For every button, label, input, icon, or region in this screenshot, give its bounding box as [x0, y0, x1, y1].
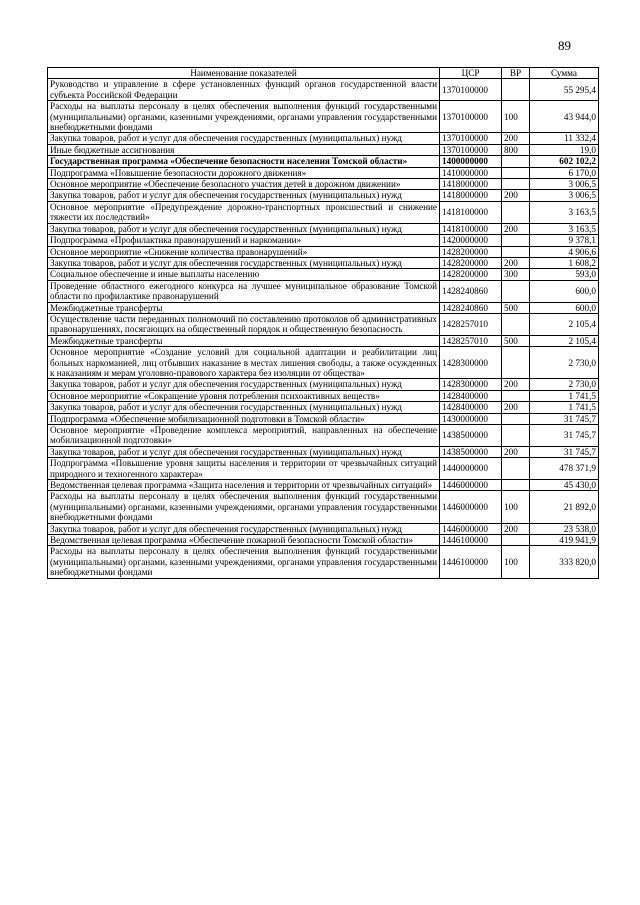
cell-name: Ведомственная целевая программа «Обеспечение пожарной безопасности Томской области» — [48, 535, 440, 546]
cell-sum: 4 906,6 — [530, 246, 599, 257]
cell-csr: 1446100000 — [440, 546, 502, 578]
table-row — [48, 535, 599, 546]
cell-sum: 1 741,5 — [530, 390, 599, 401]
cell-vr: 100 — [502, 546, 530, 578]
cell-sum: 1 608,2 — [530, 257, 599, 268]
table-row — [48, 458, 599, 480]
cell-vr: 200 — [502, 402, 530, 413]
cell-vr — [502, 390, 530, 401]
cell-name: Межбюджетные трансферты — [48, 335, 440, 346]
cell-name: Закупка товаров, работ и услуг для обеспечения государственных (муниципальных) нужд — [48, 402, 440, 413]
cell-vr: 100 — [502, 101, 530, 133]
cell-vr: 300 — [502, 269, 530, 280]
cell-name: Основное мероприятие «Предупреждение дорожно-транспортных происшествий и снижение тяжести их последствий» — [48, 201, 440, 223]
cell-csr: 1446000000 — [440, 491, 502, 523]
table-row — [48, 491, 599, 523]
cell-name: Закупка товаров, работ и услуг для обеспечения государственных (муниципальных) нужд — [48, 133, 440, 144]
table-row — [48, 167, 599, 178]
cell-name: Руководство и управление в сфере установленных функций органов государственной власти субъекта Российской Федерации — [48, 79, 440, 101]
cell-name: Закупка товаров, работ и услуг для обеспечения государственных (муниципальных) нужд — [48, 223, 440, 234]
table-row — [48, 347, 599, 379]
cell-sum: 1 741,5 — [530, 402, 599, 413]
cell-sum: 419 941,9 — [530, 535, 599, 546]
cell-csr: 1428300000 — [440, 379, 502, 390]
cell-vr: 200 — [502, 257, 530, 268]
table-row — [48, 446, 599, 457]
table-row — [48, 156, 599, 167]
table-row — [48, 480, 599, 491]
budget-table — [47, 67, 599, 579]
cell-vr: 200 — [502, 379, 530, 390]
cell-name: Межбюджетные трансферты — [48, 302, 440, 313]
cell-vr — [502, 167, 530, 178]
cell-name: Осуществление части переданных полномочий по составлению протоколов об административных правонарушениях, посягающих на общественный порядок и общественную безопасность — [48, 313, 440, 335]
cell-vr: 500 — [502, 302, 530, 313]
cell-csr: 1418100000 — [440, 223, 502, 234]
cell-sum: 43 944,0 — [530, 101, 599, 133]
cell-csr: 1428200000 — [440, 269, 502, 280]
cell-name: Расходы на выплаты персоналу в целях обеспечения выполнения функций государственными (муниципальными) органами, казенными учреждениями, органами управления государственными внебюджетными фондами — [48, 546, 440, 578]
cell-vr: 800 — [502, 144, 530, 155]
cell-vr — [502, 413, 530, 424]
table-row — [48, 144, 599, 155]
cell-sum: 55 295,4 — [530, 79, 599, 101]
cell-vr — [502, 480, 530, 491]
table-row — [48, 101, 599, 133]
table-row — [48, 523, 599, 534]
cell-sum: 3 006,5 — [530, 190, 599, 201]
cell-csr: 1370100000 — [440, 79, 502, 101]
cell-vr — [502, 246, 530, 257]
cell-sum: 11 332,4 — [530, 133, 599, 144]
cell-sum: 333 820,0 — [530, 546, 599, 578]
cell-csr: 1428200000 — [440, 257, 502, 268]
cell-vr — [502, 156, 530, 167]
table-row — [48, 235, 599, 246]
cell-sum: 3 163,5 — [530, 223, 599, 234]
cell-vr — [502, 347, 530, 379]
cell-csr: 1428300000 — [440, 347, 502, 379]
cell-csr: 1420000000 — [440, 235, 502, 246]
table-row — [48, 269, 599, 280]
table-body — [48, 79, 599, 578]
cell-name: Социальное обеспечение и иные выплаты населению — [48, 269, 440, 280]
cell-name: Закупка товаров, работ и услуг для обеспечения государственных (муниципальных) нужд — [48, 379, 440, 390]
cell-name: Расходы на выплаты персоналу в целях обеспечения выполнения функций государственными (муниципальными) органами, казенными учреждениями, органами управления государственными внебюджетными фондами — [48, 491, 440, 523]
cell-csr: 1428257010 — [440, 335, 502, 346]
cell-sum: 602 102,2 — [530, 156, 599, 167]
cell-name: Подпрограмма «Профилактика правонарушений и наркомании» — [48, 235, 440, 246]
cell-csr: 1446000000 — [440, 523, 502, 534]
cell-name: Расходы на выплаты персоналу в целях обеспечения выполнения функций государственными (муниципальными) органами, казенными учреждениями, органами управления государственными внебюджетными фондами — [48, 101, 440, 133]
cell-csr: 1428200000 — [440, 246, 502, 257]
header-name: Наименование показателей — [48, 68, 440, 79]
table-row — [48, 313, 599, 335]
cell-vr: 100 — [502, 491, 530, 523]
cell-csr: 1370100000 — [440, 133, 502, 144]
table-row — [48, 190, 599, 201]
cell-name: Основное мероприятие «Проведение комплекса мероприятий, направленных на обеспечение мобилизационной подготовки» — [48, 425, 440, 447]
cell-csr: 1370100000 — [440, 101, 502, 133]
cell-sum: 6 170,0 — [530, 167, 599, 178]
cell-sum: 2 730,0 — [530, 379, 599, 390]
cell-name: Иные бюджетные ассигнования — [48, 144, 440, 155]
cell-csr: 1370100000 — [440, 144, 502, 155]
cell-vr — [502, 201, 530, 223]
cell-sum: 45 430,0 — [530, 480, 599, 491]
cell-csr: 1410000000 — [440, 167, 502, 178]
cell-name: Закупка товаров, работ и услуг для обеспечения государственных (муниципальных) нужд — [48, 190, 440, 201]
cell-sum: 21 892,0 — [530, 491, 599, 523]
cell-name: Подпрограмма «Повышение безопасности дорожного движения» — [48, 167, 440, 178]
cell-name: Основное мероприятие «Обеспечение безопасного участия детей в дорожном движении» — [48, 179, 440, 190]
cell-sum: 2 730,0 — [530, 347, 599, 379]
table-row — [48, 280, 599, 302]
cell-vr: 200 — [502, 190, 530, 201]
cell-vr — [502, 79, 530, 101]
cell-sum: 3 006,5 — [530, 179, 599, 190]
cell-sum: 2 105,4 — [530, 335, 599, 346]
cell-vr — [502, 425, 530, 447]
cell-name: Проведение областного ежегодного конкурса на лучшее муниципальное образование Томской области по профилактике правонарушений — [48, 280, 440, 302]
cell-name: Государственная программа «Обеспечение безопасности населения Томской области» — [48, 156, 440, 167]
cell-vr: 200 — [502, 133, 530, 144]
cell-sum: 31 745,7 — [530, 413, 599, 424]
cell-csr: 1440000000 — [440, 458, 502, 480]
table-row — [48, 390, 599, 401]
cell-sum: 23 538,0 — [530, 523, 599, 534]
table-row — [48, 133, 599, 144]
cell-csr: 1428240860 — [440, 280, 502, 302]
cell-sum: 600,0 — [530, 302, 599, 313]
cell-vr — [502, 313, 530, 335]
cell-vr: 200 — [502, 446, 530, 457]
table-row — [48, 179, 599, 190]
cell-vr — [502, 535, 530, 546]
cell-sum: 9 378,1 — [530, 235, 599, 246]
table-row — [48, 257, 599, 268]
cell-vr — [502, 179, 530, 190]
cell-csr: 1400000000 — [440, 156, 502, 167]
cell-sum: 2 105,4 — [530, 313, 599, 335]
table-row — [48, 79, 599, 101]
cell-name: Подпрограмма «Обеспечение мобилизационной подготовки в Томской области» — [48, 413, 440, 424]
cell-name: Основное мероприятие «Создание условий для социальной адаптации и реабилитации лиц больных наркоманией, лиц отбывших наказание в местах лишения свободы, а также осужденных к наказаниям и мерам уголовно-правового характера без изоляции от общества» — [48, 347, 440, 379]
table-row — [48, 302, 599, 313]
header-csr: ЦСР — [440, 68, 502, 79]
cell-name: Подпрограмма «Повышение уровня защиты населения и территории от чрезвычайных ситуаций природного и техногенного характера» — [48, 458, 440, 480]
cell-csr: 1428257010 — [440, 313, 502, 335]
table-row — [48, 379, 599, 390]
cell-name: Ведомственная целевая программа «Защита населения и территории от чрезвычайных ситуаций» — [48, 480, 440, 491]
cell-vr: 500 — [502, 335, 530, 346]
cell-csr: 1446100000 — [440, 535, 502, 546]
table-row — [48, 425, 599, 447]
cell-csr: 1446000000 — [440, 480, 502, 491]
cell-csr: 1428400000 — [440, 402, 502, 413]
cell-vr — [502, 458, 530, 480]
table-row — [48, 546, 599, 578]
cell-csr: 1418000000 — [440, 179, 502, 190]
cell-name: Закупка товаров, работ и услуг для обеспечения государственных (муниципальных) нужд — [48, 446, 440, 457]
cell-name: Основное мероприятие «Снижение количества правонарушений» — [48, 246, 440, 257]
page-number: 89 — [558, 38, 571, 53]
header-vr: ВР — [502, 68, 530, 79]
cell-csr: 1418100000 — [440, 201, 502, 223]
cell-vr — [502, 235, 530, 246]
cell-sum: 31 745,7 — [530, 425, 599, 447]
cell-sum: 593,0 — [530, 269, 599, 280]
cell-csr: 1428240860 — [440, 302, 502, 313]
header-sum: Сумма — [530, 68, 599, 79]
table-row — [48, 223, 599, 234]
cell-vr: 200 — [502, 223, 530, 234]
cell-csr: 1438500000 — [440, 425, 502, 447]
table-row — [48, 201, 599, 223]
table-header-row — [48, 68, 599, 79]
cell-name: Основное мероприятие «Сокращение уровня потребления психоактивных веществ» — [48, 390, 440, 401]
cell-csr: 1438500000 — [440, 446, 502, 457]
table-row — [48, 335, 599, 346]
cell-name: Закупка товаров, работ и услуг для обеспечения государственных (муниципальных) нужд — [48, 257, 440, 268]
table-row — [48, 402, 599, 413]
cell-vr: 200 — [502, 523, 530, 534]
cell-sum: 3 163,5 — [530, 201, 599, 223]
cell-sum: 31 745,7 — [530, 446, 599, 457]
cell-sum: 478 371,9 — [530, 458, 599, 480]
table-row — [48, 246, 599, 257]
cell-name: Закупка товаров, работ и услуг для обеспечения государственных (муниципальных) нужд — [48, 523, 440, 534]
cell-vr — [502, 280, 530, 302]
cell-csr: 1428400000 — [440, 390, 502, 401]
cell-sum: 600,0 — [530, 280, 599, 302]
cell-csr: 1430000000 — [440, 413, 502, 424]
cell-csr: 1418000000 — [440, 190, 502, 201]
table-row — [48, 413, 599, 424]
cell-sum: 19,0 — [530, 144, 599, 155]
